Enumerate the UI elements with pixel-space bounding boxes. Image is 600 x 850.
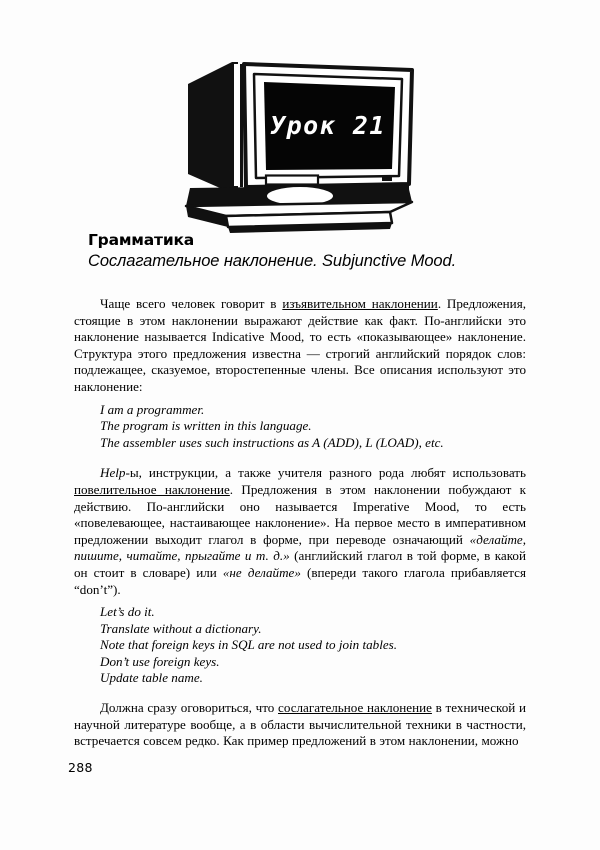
list-item: Don’t use foreign keys. (100, 653, 220, 669)
heading-block (88, 232, 528, 272)
list-item: I am a programmer. (100, 401, 205, 417)
body-column (74, 296, 526, 750)
p1-underline-1: изъявительном наклонении (282, 296, 438, 311)
spacer (74, 451, 526, 465)
page-number: 288 (68, 760, 93, 775)
page-title: Грамматика (88, 231, 195, 249)
p1-text-b: . Предложения, стоящие в этом наклонении выражают действие как факт. По-английски это наклонение называется Indicative Mood, то есть «показывающее» наклонение. Структура этого предложения известна — строгий английский порядок слов: подлежащее, сказуемое, второстепенные члены. Все описания используют это наклонение: (74, 296, 526, 394)
spacer (74, 687, 526, 700)
p1-text-a: Чаще всего человек говорит в (100, 296, 283, 311)
list-item: Update table name. (100, 670, 203, 686)
p2-italic-2: «делайте, пишите, читайте, прыгайте и т. д.» (74, 531, 526, 564)
p2-underline-1: повелительное наклонение (74, 481, 230, 497)
examples-indicative (74, 402, 526, 452)
screen-text: Урок 21 (270, 111, 386, 140)
list-item: Let’s do it. (100, 604, 155, 620)
crt-monitor-illustration (176, 56, 444, 236)
paragraph-indicative (74, 296, 526, 396)
p2-italic-3: «не делайте» (222, 564, 301, 580)
list-item: Note that foreign keys in SQL are not used to join tables. (100, 637, 398, 653)
p2-text-b: . Предложения в этом наклонении побуждают к действию. По-английски оно называется Imperative Mood, то есть «повелевающее, настаивающее наклонение». На первое место в императивном предложении выходит глагол в форме, при переводе означающий (74, 481, 526, 547)
examples-imperative (74, 604, 526, 687)
list-item: The program is written in this language. (100, 418, 312, 434)
p2-italic-help: Help (100, 465, 126, 481)
p2-text-d: (впереди такого глагола прибавляется “don’t”). (74, 564, 526, 597)
p3-underline-1: сослагательное наклонение (278, 700, 432, 716)
list-item: The assembler uses such instructions as A (ADD), L (LOAD), etc. (100, 434, 444, 450)
page-subtitle: Сослагательное наклонение. Subjunctive Mood. (88, 251, 457, 270)
p2-text-a: -ы, инструкции, а также учителя разного рода любят использовать (125, 465, 526, 481)
list-item: Translate without a dictionary. (100, 620, 262, 636)
p3-text-b: в технической и научной литературе вообще, а в области вычислительной техники в частности, встречается совсем редко. Как пример предложений в этом наклонении, можно (74, 700, 526, 749)
paragraph-subjunctive (74, 700, 526, 750)
p2-text-c: (английский глагол в той форме, в какой он стоит в словаре) или (74, 548, 526, 580)
p3-text-a: Должна сразу оговориться, что (100, 700, 279, 716)
paragraph-imperative (74, 465, 526, 598)
